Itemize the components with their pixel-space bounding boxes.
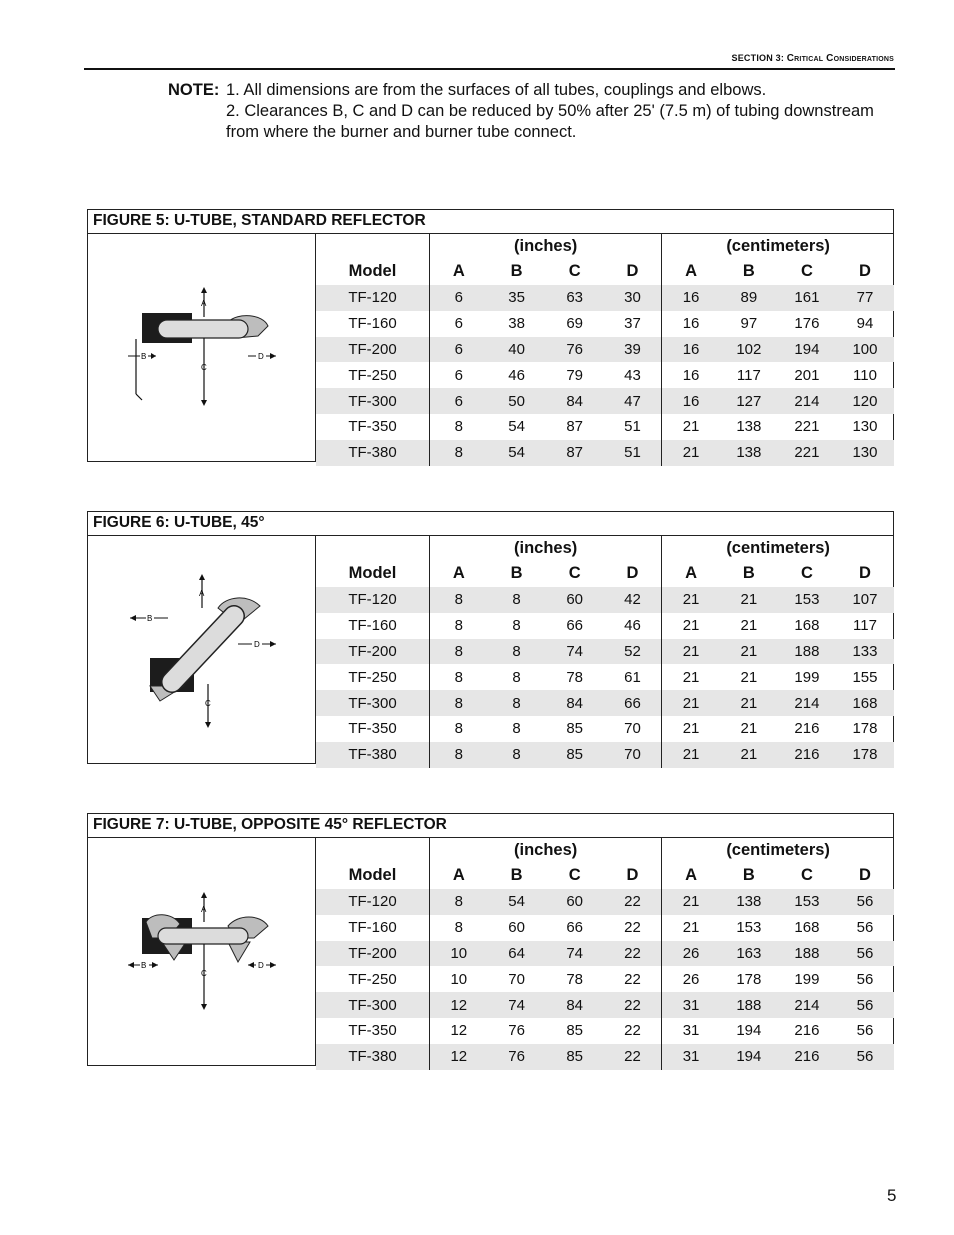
figure-7	[87, 813, 894, 1066]
value-cell: 84	[546, 992, 604, 1018]
column-header: B	[510, 564, 523, 582]
value-cell: 76	[488, 1044, 546, 1070]
table-row	[316, 716, 894, 742]
value-cell: 56	[836, 992, 894, 1018]
value-cell: 176	[794, 315, 820, 333]
dim-label-a: A	[199, 589, 205, 598]
units-centimeters: (centimeters)	[726, 236, 830, 255]
table-row	[316, 690, 894, 716]
value-cell: 74	[546, 941, 604, 967]
value-cell: 153	[778, 889, 836, 915]
figure-6-diagram	[88, 536, 316, 763]
value-cell: 12	[450, 1022, 468, 1040]
value-cell: 78	[566, 970, 583, 988]
value-cell: 39	[604, 337, 662, 363]
value-cell: 47	[604, 388, 662, 414]
value-cell: 66	[566, 617, 583, 635]
value-cell: 12	[430, 992, 488, 1018]
value-cell: 74	[488, 992, 546, 1018]
figure-5-diagram	[88, 234, 316, 461]
model-cell: TF-300	[316, 992, 430, 1018]
column-header: A	[452, 262, 465, 280]
column-header: D	[604, 862, 662, 889]
value-cell: 87	[566, 418, 583, 436]
value-cell: 21	[740, 720, 758, 738]
units-inches: (inches)	[430, 234, 662, 258]
dim-label-b: B	[147, 614, 153, 623]
value-cell: 21	[740, 617, 758, 635]
value-cell: 54	[488, 889, 546, 915]
value-cell: 16	[682, 366, 700, 384]
column-header: D	[859, 262, 871, 280]
table-row	[316, 587, 894, 613]
value-cell: 54	[488, 440, 546, 466]
value-cell: 70	[508, 970, 525, 988]
column-header: D	[859, 564, 871, 582]
column-header: C	[800, 564, 813, 582]
value-cell: 6	[454, 366, 463, 384]
value-cell: 66	[566, 919, 583, 937]
value-cell: 161	[778, 285, 836, 311]
value-cell: 56	[856, 1022, 874, 1040]
value-cell: 16	[662, 388, 720, 414]
value-cell: 56	[856, 919, 874, 937]
dim-label-c: C	[201, 363, 207, 372]
value-cell: 21	[682, 617, 700, 635]
figure-6-table	[316, 536, 894, 768]
dim-label-d: D	[258, 961, 264, 970]
value-cell: 178	[836, 742, 894, 768]
value-cell: 117	[736, 366, 761, 384]
figure-7-table	[316, 838, 894, 1070]
model-cell: TF-350	[316, 1018, 430, 1044]
value-cell: 70	[604, 742, 662, 768]
value-cell: 8	[454, 720, 463, 738]
value-cell: 22	[604, 915, 662, 941]
table-row	[316, 285, 894, 311]
value-cell: 168	[836, 690, 894, 716]
value-cell: 107	[836, 587, 894, 613]
value-cell: 199	[794, 668, 820, 686]
value-cell: 46	[508, 366, 525, 384]
value-cell: 77	[836, 285, 894, 311]
value-cell: 8	[488, 587, 546, 613]
value-cell: 8	[512, 720, 521, 738]
value-cell: 21	[662, 639, 720, 665]
table-row	[316, 889, 894, 915]
value-cell: 21	[720, 742, 778, 768]
value-cell: 8	[430, 639, 488, 665]
value-cell: 163	[720, 941, 778, 967]
model-cell: TF-350	[316, 716, 430, 742]
value-cell: 22	[604, 889, 662, 915]
value-cell: 60	[546, 889, 604, 915]
column-header: D	[604, 560, 662, 587]
u-tube-45-diagram-icon	[88, 536, 316, 763]
dim-label-c: C	[205, 699, 211, 708]
value-cell: 10	[450, 970, 468, 988]
value-cell: 8	[454, 418, 463, 436]
column-header: Model	[316, 560, 430, 587]
value-cell: 84	[546, 690, 604, 716]
column-header: A	[452, 866, 465, 884]
value-cell: 74	[546, 639, 604, 665]
value-cell: 76	[508, 1022, 525, 1040]
note-label: NOTE:	[168, 81, 220, 99]
value-cell: 138	[720, 889, 778, 915]
value-cell: 153	[778, 587, 836, 613]
value-cell: 130	[852, 418, 878, 436]
value-cell: 188	[778, 941, 836, 967]
value-cell: 117	[853, 617, 877, 635]
value-cell: 89	[720, 285, 778, 311]
model-cell: TF-120	[316, 587, 430, 613]
value-cell: 12	[430, 1044, 488, 1070]
units-inches: (inches)	[430, 536, 662, 560]
column-header: A	[452, 564, 465, 582]
figure-5-table	[316, 234, 894, 466]
value-cell: 6	[454, 315, 463, 333]
value-cell: 51	[604, 414, 662, 440]
column-header: B	[742, 564, 755, 582]
value-cell: 188	[778, 639, 836, 665]
dim-label-b: B	[141, 961, 147, 970]
table-row	[316, 337, 894, 363]
value-cell: 21	[662, 889, 720, 915]
value-cell: 8	[454, 919, 463, 937]
model-cell: TF-120	[316, 889, 430, 915]
figure-5	[87, 209, 894, 462]
table-row	[316, 388, 894, 414]
table-row	[316, 664, 894, 690]
value-cell: 6	[430, 337, 488, 363]
column-header: Model	[316, 258, 430, 285]
value-cell: 16	[662, 285, 720, 311]
value-cell: 21	[720, 587, 778, 613]
value-cell: 85	[566, 1022, 583, 1040]
figure-7-diagram	[88, 838, 316, 1065]
model-cell: TF-380	[316, 1044, 430, 1070]
value-cell: 22	[604, 992, 662, 1018]
dim-label-c: C	[201, 969, 207, 978]
model-cell: TF-160	[316, 613, 430, 639]
note-line-1: 1. All dimensions are from the surfaces of all tubes, couplings and elbows.	[226, 81, 767, 99]
value-cell: 10	[430, 941, 488, 967]
value-cell: 6	[430, 285, 488, 311]
value-cell: 6	[430, 388, 488, 414]
value-cell: 127	[720, 388, 778, 414]
value-cell: 21	[662, 742, 720, 768]
value-cell: 194	[778, 337, 836, 363]
value-cell: 26	[682, 970, 700, 988]
value-cell: 8	[512, 668, 521, 686]
note-block	[168, 80, 908, 143]
model-cell: TF-380	[316, 440, 430, 466]
value-cell: 188	[720, 992, 778, 1018]
section-prefix: SECTION 3:	[731, 53, 785, 63]
value-cell: 178	[736, 970, 762, 988]
note-line-2: 2. Clearances B, C and D can be reduced by 50% after 25' (7.5 m) of tubing downstream from where the burner and burner tube connect.	[226, 102, 874, 141]
model-cell: TF-300	[316, 690, 430, 716]
value-cell: 21	[740, 668, 758, 686]
value-cell: 69	[566, 315, 583, 333]
value-cell: 60	[546, 587, 604, 613]
value-cell: 22	[604, 1018, 662, 1044]
units-centimeters: (centimeters)	[726, 538, 830, 557]
value-cell: 22	[604, 1044, 662, 1070]
value-cell: 21	[682, 418, 700, 436]
model-cell: TF-380	[316, 742, 430, 768]
value-cell: 51	[604, 440, 662, 466]
value-cell: 110	[853, 366, 877, 384]
value-cell: 168	[794, 617, 820, 635]
value-cell: 8	[488, 742, 546, 768]
column-header: C	[800, 262, 813, 280]
table-row	[316, 311, 894, 337]
section-header	[732, 53, 894, 64]
value-cell: 216	[778, 1044, 836, 1070]
value-cell: 78	[566, 668, 583, 686]
value-cell: 8	[488, 690, 546, 716]
table-row	[316, 639, 894, 665]
value-cell: 31	[662, 992, 720, 1018]
model-cell: TF-300	[316, 388, 430, 414]
value-cell: 40	[488, 337, 546, 363]
value-cell: 8	[512, 617, 521, 635]
column-header: B	[742, 262, 755, 280]
dim-label-d: D	[254, 640, 260, 649]
value-cell: 21	[682, 919, 700, 937]
value-cell: 138	[720, 440, 778, 466]
value-cell: 43	[604, 362, 662, 388]
value-cell: 120	[836, 388, 894, 414]
value-cell: 42	[604, 587, 662, 613]
value-cell: 168	[794, 919, 820, 937]
value-cell: 16	[682, 315, 700, 333]
column-header: A	[685, 564, 697, 582]
value-cell: 21	[662, 440, 720, 466]
model-cell: TF-160	[316, 915, 430, 941]
value-cell: 178	[852, 720, 878, 738]
dim-label-d: D	[258, 352, 264, 361]
value-cell: 8	[430, 690, 488, 716]
figure-title: FIGURE 7: U-TUBE, OPPOSITE 45° REFLECTOR	[88, 814, 893, 838]
u-tube-opposite-45-reflector-diagram-icon	[88, 838, 316, 1065]
value-cell: 21	[662, 690, 720, 716]
column-header: B	[742, 866, 755, 884]
value-cell: 100	[836, 337, 894, 363]
figure-6	[87, 511, 894, 764]
model-cell: TF-250	[316, 362, 430, 388]
value-cell: 76	[546, 337, 604, 363]
value-cell: 60	[508, 919, 525, 937]
value-cell: 56	[856, 970, 874, 988]
value-cell: 216	[794, 720, 820, 738]
column-header: C	[800, 866, 813, 884]
value-cell: 21	[682, 720, 700, 738]
column-header: B	[510, 262, 523, 280]
section-title: Critical Considerations	[786, 53, 894, 64]
value-cell: 8	[430, 587, 488, 613]
value-cell: 56	[836, 889, 894, 915]
table-row	[316, 915, 894, 941]
model-cell: TF-120	[316, 285, 430, 311]
figure-title: FIGURE 5: U-TUBE, STANDARD REFLECTOR	[88, 210, 893, 234]
table-row	[316, 414, 894, 440]
value-cell: 79	[566, 366, 583, 384]
value-cell: 70	[604, 716, 662, 742]
units-inches: (inches)	[430, 838, 662, 862]
table-row	[316, 1018, 894, 1044]
value-cell: 194	[720, 1044, 778, 1070]
model-cell: TF-250	[316, 664, 430, 690]
column-header: Model	[316, 862, 430, 889]
value-cell: 64	[488, 941, 546, 967]
table-row	[316, 362, 894, 388]
value-cell: 21	[720, 639, 778, 665]
dim-label-a: A	[201, 299, 207, 308]
figure-title: FIGURE 6: U-TUBE, 45°	[88, 512, 893, 536]
value-cell: 16	[662, 337, 720, 363]
value-cell: 22	[604, 941, 662, 967]
value-cell: 30	[604, 285, 662, 311]
units-centimeters: (centimeters)	[726, 840, 830, 859]
model-cell: TF-200	[316, 941, 430, 967]
value-cell: 221	[778, 440, 836, 466]
page-number: 5	[887, 1186, 897, 1205]
value-cell: 214	[778, 388, 836, 414]
value-cell: 216	[778, 742, 836, 768]
dim-label-b: B	[141, 352, 147, 361]
value-cell: 8	[454, 617, 463, 635]
column-header: D	[859, 866, 871, 884]
value-cell: 8	[430, 742, 488, 768]
value-cell: 22	[604, 966, 662, 992]
dim-label-a: A	[201, 905, 207, 914]
value-cell: 63	[546, 285, 604, 311]
value-cell: 94	[856, 315, 874, 333]
value-cell: 138	[736, 418, 762, 436]
table-row	[316, 613, 894, 639]
value-cell: 214	[778, 690, 836, 716]
column-header: C	[568, 866, 581, 884]
value-cell: 61	[604, 664, 662, 690]
value-cell: 155	[852, 668, 878, 686]
value-cell: 194	[736, 1022, 762, 1040]
value-cell: 54	[508, 418, 525, 436]
value-cell: 201	[794, 366, 820, 384]
value-cell: 102	[720, 337, 778, 363]
table-row	[316, 440, 894, 466]
table-row	[316, 992, 894, 1018]
value-cell: 87	[546, 440, 604, 466]
value-cell: 26	[662, 941, 720, 967]
header-rule	[84, 68, 895, 70]
model-cell: TF-200	[316, 639, 430, 665]
column-header: C	[568, 262, 581, 280]
model-cell: TF-250	[316, 966, 430, 992]
value-cell: 130	[836, 440, 894, 466]
value-cell: 84	[546, 388, 604, 414]
value-cell: 37	[604, 311, 662, 337]
value-cell: 214	[778, 992, 836, 1018]
table-row	[316, 941, 894, 967]
value-cell: 8	[430, 440, 488, 466]
value-cell: 31	[682, 1022, 700, 1040]
value-cell: 153	[736, 919, 762, 937]
value-cell: 8	[488, 639, 546, 665]
value-cell: 8	[454, 668, 463, 686]
u-tube-standard-reflector-diagram-icon	[88, 234, 316, 461]
value-cell: 8	[430, 889, 488, 915]
value-cell: 133	[836, 639, 894, 665]
value-cell: 21	[682, 668, 700, 686]
value-cell: 56	[836, 1044, 894, 1070]
table-row	[316, 742, 894, 768]
table-row	[316, 1044, 894, 1070]
column-header: C	[568, 564, 581, 582]
column-header: D	[604, 258, 662, 285]
value-cell: 38	[508, 315, 525, 333]
value-cell: 21	[662, 587, 720, 613]
value-cell: 56	[836, 941, 894, 967]
model-cell: TF-200	[316, 337, 430, 363]
column-header: A	[685, 262, 697, 280]
column-header: B	[510, 866, 523, 884]
column-header: A	[685, 866, 697, 884]
value-cell: 97	[740, 315, 758, 333]
value-cell: 21	[720, 690, 778, 716]
value-cell: 199	[794, 970, 820, 988]
value-cell: 85	[546, 1044, 604, 1070]
value-cell: 216	[794, 1022, 820, 1040]
value-cell: 66	[604, 690, 662, 716]
model-cell: TF-350	[316, 414, 430, 440]
model-cell: TF-160	[316, 311, 430, 337]
table-row	[316, 966, 894, 992]
value-cell: 35	[488, 285, 546, 311]
value-cell: 46	[604, 613, 662, 639]
value-cell: 85	[546, 742, 604, 768]
value-cell: 85	[566, 720, 583, 738]
value-cell: 50	[488, 388, 546, 414]
value-cell: 52	[604, 639, 662, 665]
value-cell: 31	[662, 1044, 720, 1070]
value-cell: 221	[794, 418, 820, 436]
